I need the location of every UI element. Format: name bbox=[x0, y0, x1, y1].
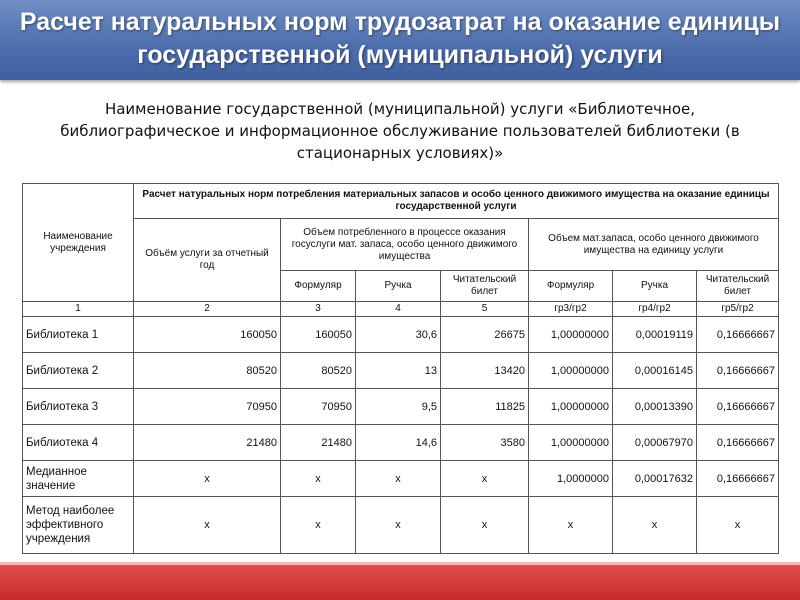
table-cell: 0,16666667 bbox=[697, 425, 779, 461]
footer-divider bbox=[0, 562, 800, 565]
table-row bbox=[23, 353, 779, 389]
header-sub-col: Ручка bbox=[356, 271, 441, 302]
column-number: 2 bbox=[134, 302, 281, 317]
slide-title: Расчет натуральных норм трудозатрат на оказание единицы государственной (муниципальной) услуги bbox=[19, 8, 781, 69]
table-cell: 70950 bbox=[134, 389, 281, 425]
header-sub-col: Читательский билет bbox=[697, 271, 779, 302]
table-cell: x bbox=[441, 461, 529, 497]
table-cell: 0,16666667 bbox=[697, 461, 779, 497]
table-cell: x bbox=[529, 497, 613, 554]
table-cell: 14,6 bbox=[356, 425, 441, 461]
header-consumed-group: Объем потребленного в процессе оказания госуслуги мат. запаса, особо ценного движимого имущества bbox=[281, 219, 529, 271]
column-number-row bbox=[23, 302, 779, 317]
column-number: 3 bbox=[281, 302, 356, 317]
table-cell: x bbox=[356, 497, 441, 554]
table-cell: 80520 bbox=[134, 353, 281, 389]
table-cell: 21480 bbox=[134, 425, 281, 461]
footer-bar bbox=[0, 562, 800, 600]
table-cell: x bbox=[697, 497, 779, 554]
row-label: Медианное значение bbox=[23, 461, 134, 497]
table-cell: 0,00019119 bbox=[613, 317, 697, 353]
row-label: Библиотека 4 bbox=[23, 425, 134, 461]
table-cell: x bbox=[441, 497, 529, 554]
header-row-1 bbox=[23, 184, 779, 219]
table-cell: 21480 bbox=[281, 425, 356, 461]
column-number: 1 bbox=[23, 302, 134, 317]
column-number: 5 bbox=[441, 302, 529, 317]
table-cell: 160050 bbox=[281, 317, 356, 353]
table-cell: 0,00017632 bbox=[613, 461, 697, 497]
service-name: Наименование государственной (муниципальной) услуги «Библиотечное, библиографическое и информационное обслуживание пользователей библиотеки (в стационарных условиях)» bbox=[60, 100, 740, 162]
table-cell: 26675 bbox=[441, 317, 529, 353]
column-number: гр4/гр2 bbox=[613, 302, 697, 317]
table-cell: 0,16666667 bbox=[697, 353, 779, 389]
table-row bbox=[23, 389, 779, 425]
table-cell: 1,00000000 bbox=[529, 317, 613, 353]
table-cell: x bbox=[281, 497, 356, 554]
row-label: Метод наиболее эффективного учреждения bbox=[23, 497, 134, 554]
table-cell: x bbox=[356, 461, 441, 497]
header-per-unit-group: Объем мат.запаса, особо ценного движимого имущества на единицу услуги bbox=[529, 219, 779, 271]
table-cell: 0,00016145 bbox=[613, 353, 697, 389]
table-row bbox=[23, 317, 779, 353]
header-sub-col: Формуляр bbox=[529, 271, 613, 302]
row-label: Библиотека 1 bbox=[23, 317, 134, 353]
norms-table bbox=[22, 183, 779, 554]
header-sub-col: Формуляр bbox=[281, 271, 356, 302]
table-cell: x bbox=[281, 461, 356, 497]
table-cell: 9,5 bbox=[356, 389, 441, 425]
table-cell: 1,0000000 bbox=[529, 461, 613, 497]
header-volume: Объём услуги за отчетный год bbox=[134, 219, 281, 302]
column-number: гр5/гр2 bbox=[697, 302, 779, 317]
table-cell: x bbox=[613, 497, 697, 554]
table-cell: 0,00013390 bbox=[613, 389, 697, 425]
table-cell: 80520 bbox=[281, 353, 356, 389]
table-cell: 3580 bbox=[441, 425, 529, 461]
table-cell: 11825 bbox=[441, 389, 529, 425]
table-row bbox=[23, 461, 779, 497]
header-sub-col: Читательский билет bbox=[441, 271, 529, 302]
table-cell: 13 bbox=[356, 353, 441, 389]
column-number: гр3/гр2 bbox=[529, 302, 613, 317]
table-cell: 0,16666667 bbox=[697, 389, 779, 425]
table-cell: x bbox=[134, 461, 281, 497]
table-row bbox=[23, 425, 779, 461]
table-cell: 0,00067970 bbox=[613, 425, 697, 461]
column-number: 4 bbox=[356, 302, 441, 317]
table-cell: 70950 bbox=[281, 389, 356, 425]
header-institution: Наименование учреждения bbox=[23, 184, 134, 302]
table-cell: 1,00000000 bbox=[529, 425, 613, 461]
table-cell: 30,6 bbox=[356, 317, 441, 353]
table-cell: 13420 bbox=[441, 353, 529, 389]
title-bar bbox=[0, 0, 800, 80]
table-row bbox=[23, 497, 779, 554]
row-label: Библиотека 3 bbox=[23, 389, 134, 425]
table-cell: x bbox=[134, 497, 281, 554]
table-cell: 160050 bbox=[134, 317, 281, 353]
table-cell: 0,16666667 bbox=[697, 317, 779, 353]
table-cell: 1,00000000 bbox=[529, 353, 613, 389]
table-cell: 1,00000000 bbox=[529, 389, 613, 425]
header-row-2 bbox=[23, 219, 779, 271]
header-calc-group: Расчет натуральных норм потребления материальных запасов и особо ценного движимого имущества на оказание единицы государственной услуги bbox=[134, 184, 779, 219]
header-sub-col: Ручка bbox=[613, 271, 697, 302]
row-label: Библиотека 2 bbox=[23, 353, 134, 389]
